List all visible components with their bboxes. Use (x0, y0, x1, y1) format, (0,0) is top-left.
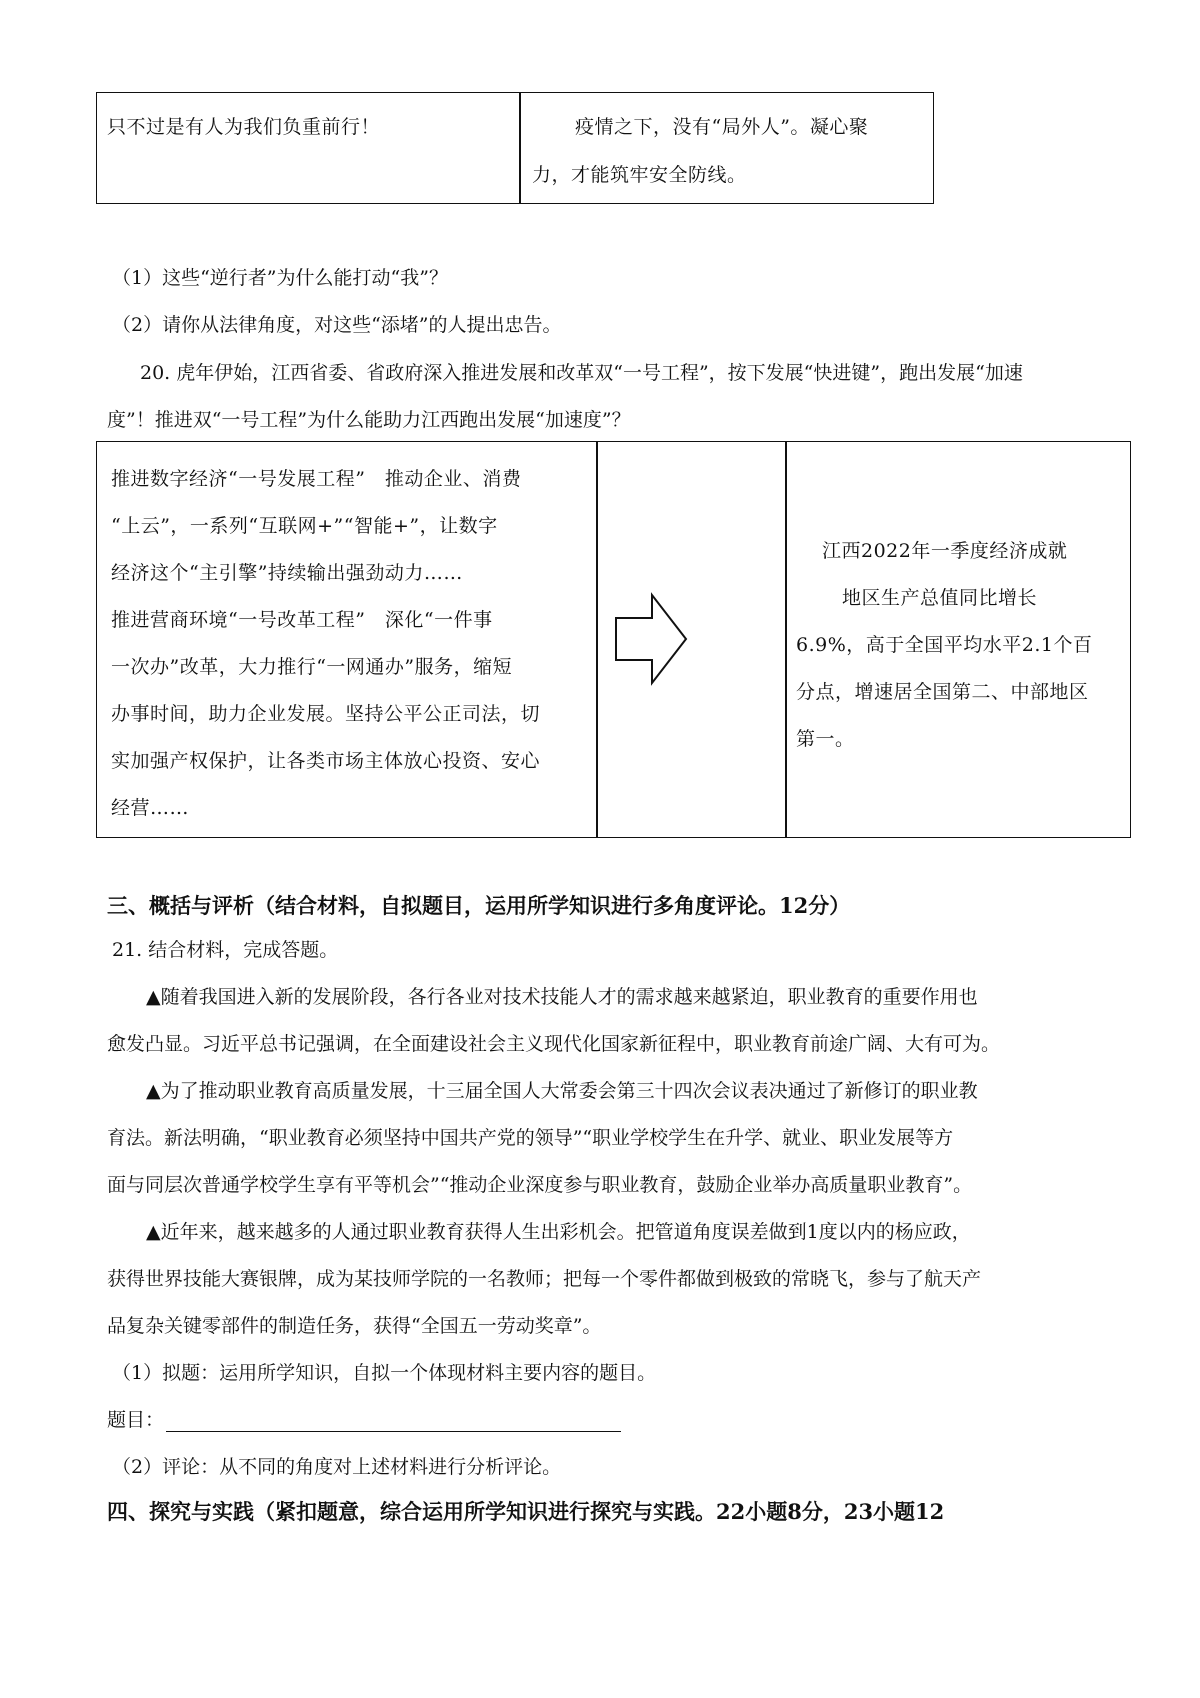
q20-left-line-6: 办事时间，助力企业发展。坚持公平公正司法，切 (111, 703, 541, 725)
top-table-right-line-2: 力，才能筑牢安全防线。 (532, 164, 747, 186)
top-table-left-cell: 只不过是有人为我们负重前行！ (107, 116, 381, 138)
top-table-right-line-1: 疫情之下，没有“局外人”。凝心聚 (575, 116, 869, 138)
q20-right-line-1: 江西2022年一季度经济成就 (822, 540, 1068, 562)
q19-sub1: （1）这些“逆行者”为什么能打动“我”？ (112, 267, 448, 289)
q19-sub2: （2）请你从法律角度，对这些“添堵”的人提出忠告。 (112, 314, 562, 336)
q21-p3-line-1: ▲近年来，越来越多的人通过职业教育获得人生出彩机会。把管道角度误差做到1度以内的杨应政， (146, 1221, 971, 1243)
q21-p1-line-1: ▲随着我国进入新的发展阶段，各行各业对技术技能人才的需求越来越紧迫，职业教育的重要作用也 (146, 986, 978, 1008)
q20-table-divider-2 (785, 441, 787, 838)
q20-right-line-5: 第一。 (796, 728, 855, 750)
q20-left-line-3: 经济这个“主引擎”持续输出强劲动力…… (111, 562, 463, 584)
q20-right-line-4: 分点，增速居全国第二、中部地区 (796, 681, 1089, 703)
q20-right-line-2: 地区生产总值同比增长 (842, 587, 1038, 609)
q20-left-line-5: 一次办”改革，大力推行“一网通办”服务，缩短 (111, 656, 513, 678)
top-table-divider (519, 92, 521, 204)
section4-heading: 四、探究与实践（紧扣题意，综合运用所学知识进行探究与实践。22小题8分，23小题12 (107, 1499, 945, 1524)
section3-heading: 三、概括与评析（结合材料，自拟题目，运用所学知识进行多角度评论。12分） (107, 893, 851, 918)
q21-title-label: 题目： (107, 1409, 165, 1431)
q20-line-2: 度”！推进双“一号工程”为什么能助力江西跑出发展“加速度”？ (107, 409, 631, 431)
q20-table-divider-1 (596, 441, 598, 838)
q20-left-line-4: 推进营商环境“一号改革工程” 深化“一件事 (111, 609, 493, 631)
q21-p2-line-3: 面与同层次普通学校学生享有平等机会”“推动企业深度参与职业教育，鼓励企业举办高质量职业教育”。 (107, 1174, 973, 1196)
q21-title-blank[interactable] (166, 1411, 621, 1432)
q21-intro: 21. 结合材料，完成答题。 (112, 939, 339, 961)
q21-p1-line-2: 愈发凸显。习近平总书记强调，在全面建设社会主义现代化国家新征程中，职业教育前途广阔、大有可为。 (107, 1033, 1001, 1055)
q20-right-line-3: 6.9%，高于全国平均水平2.1个百 (796, 634, 1093, 656)
q21-p2-line-1: ▲为了推动职业教育高质量发展，十三届全国人大常委会第三十四次会议表决通过了新修订的职业教 (146, 1080, 978, 1102)
q20-left-line-1: 推进数字经济“一号发展工程” 推动企业、消费 (111, 468, 522, 490)
top-table (96, 92, 934, 204)
q21-title-row (107, 1405, 621, 1432)
q21-sub1: （1）拟题：运用所学知识，自拟一个体现材料主要内容的题目。 (112, 1362, 657, 1384)
q21-p3-line-3: 品复杂关键零部件的制造任务，获得“全国五一劳动奖章”。 (107, 1315, 602, 1337)
q20-left-line-2: “上云”，一系列“互联网+”“智能+”，让数字 (111, 515, 498, 537)
right-arrow-icon (610, 592, 690, 686)
q21-p3-line-2: 获得世界技能大赛银牌，成为某技师学院的一名教师；把每一个零件都做到极致的常晓飞，参与了航天产 (107, 1268, 982, 1290)
q21-sub2: （2）评论：从不同的角度对上述材料进行分析评论。 (112, 1456, 562, 1478)
q20-line-1: 20. 虎年伊始，江西省委、省政府深入推进发展和改革双“一号工程”，按下发展“快进键”，跑出发展“加速 (140, 362, 1023, 384)
q20-left-line-8: 经营…… (111, 797, 190, 819)
q20-left-line-7: 实加强产权保护，让各类市场主体放心投资、安心 (111, 750, 541, 772)
q21-p2-line-2: 育法。新法明确，“职业教育必须坚持中国共产党的领导”“职业学校学生在升学、就业、职业发展等方 (107, 1127, 954, 1149)
